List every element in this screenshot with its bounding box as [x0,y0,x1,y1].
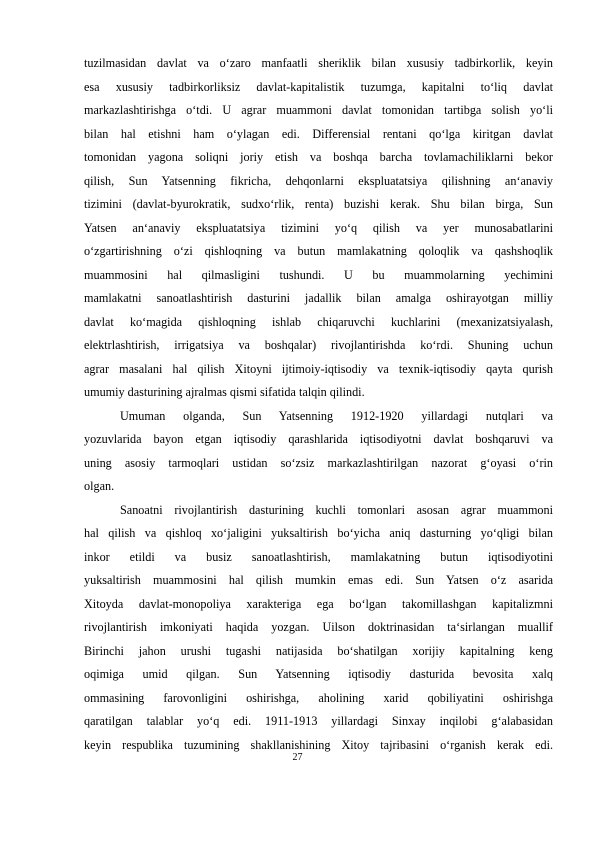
text-line: ommasining farovonligini oshirishga, aholining xarid qobiliyatini oshirishga [84,690,553,705]
text-line: yuksaltirish muammosini hal qilish mumkin emas edi. Sun Yatsen oʻz asarida [84,573,553,587]
text-line: Xitoyda davlat-monopoliya xarakteriga ega boʻlgan takomillashgan kapitalizmni [84,596,553,611]
text-line: keyin respublika tuzumining shakllanishining Xitoy tajribasini oʻrganish kerak edi. [84,737,553,752]
text-line: olgan. [84,479,115,493]
text-line: oqimiga umid qilgan. Sun Yatsenning iqtisodiy dasturida bevosita xalq [84,667,553,681]
text-line: agrar masalani hal qilish Xitoyni ijtimoiy-iqtisodiy va texnik-iqtisodiy qayta qurish [84,361,553,376]
text-line: mamlakatni sanoatlashtirish dasturini jadallik bilan amalga oshirayotgan milliy [84,291,553,305]
text-line: bilan hal etishni ham oʻylagan edi. Differensial rentani qoʻlga kiritgan davlat [84,126,553,141]
text-line: tizimini (davlat-byurokratik, sudxoʻrlik, renta) buzishi kerak. Shu bilan birga, Sun [84,197,553,211]
text-line: markazlashtirishga oʻtdi. U agrar muammoni davlat tomonidan tartibga solish yoʻli [84,103,553,117]
body-text [84,52,553,757]
text-line: muammosini hal qilmasligini tushundi. U bu muammolarning yechimini [84,267,553,282]
text-line: hal qilish va qishloq xoʻjaligini yuksaltirish boʻyicha aniq dasturning yoʻqligi bilan [84,526,553,540]
text-line: davlat koʻmagida qishloqning ishlab chiqaruvchi kuchlarini (mexanizatsiyalash, [84,314,553,329]
text-line: elektrlashtirish, irrigatsiya va boshqalar) rivojlantirishda koʻrdi. Shuning uchun [84,338,553,352]
text-line: oʻzgartirishning oʻzi qishloqning va butun mamlakatning qoloqlik va qashshoqlik [84,244,553,258]
text-line: tomonidan yagona soliqni joriy etish va boshqa barcha tovlamachiliklarni bekor [84,150,553,164]
page-number: 27 [292,752,303,763]
text-line: tuzilmasidan davlat va oʻzaro manfaatli sheriklik bilan xususiy tadbirkorlik, keyin [84,56,553,70]
text-line: uning asosiy tarmoqlari ustidan soʻzsiz markazlashtirilgan nazorat gʻoyasi oʻrin [84,455,553,470]
text-line: inkor etildi va busiz sanoatlashtirish, mamlakatning butun iqtisodiyotini [84,549,553,564]
paragraph-first-line: Umuman olganda, Sun Yatsenning 1912-1920 yillardagi nutqlari va [120,408,553,423]
text-line: umumiy dasturining ajralmas qismi sifatida talqin qilindi. [84,385,365,399]
paragraph-first-line: Sanoatni rivojlantirish dasturining kuchli tomonlari asosan agrar muammoni [120,502,553,517]
text-line: qaratilgan talablar yoʻq edi. 1911-1913 yillardagi Sinxay inqilobi gʻalabasidan [84,714,553,728]
text-line: Yatsen anʻanaviy ekspluatatsiya tizimini yoʻq qilish va yer munosabatlarini [84,220,553,235]
text-line: esa xususiy tadbirkorliksiz davlat-kapitalistik tuzumga, kapitalni toʻliq davlat [84,79,553,94]
text-line: yozuvlarida bayon etgan iqtisodiy qarashlarida iqtisodiyotni davlat boshqaruvi va [84,432,553,446]
text-line: Birinchi jahon urushi tugashi natijasida boʻshatilgan xorijiy kapitalning keng [84,643,553,658]
text-line: qilish, Sun Yatsenning fikricha, dehqonlarni ekspluatatsiya qilishning anʻanaviy [84,173,553,188]
text-line: rivojlantirish imkoniyati haqida yozgan. Uilson doktrinasidan taʻsirlangan muallif [84,620,553,634]
